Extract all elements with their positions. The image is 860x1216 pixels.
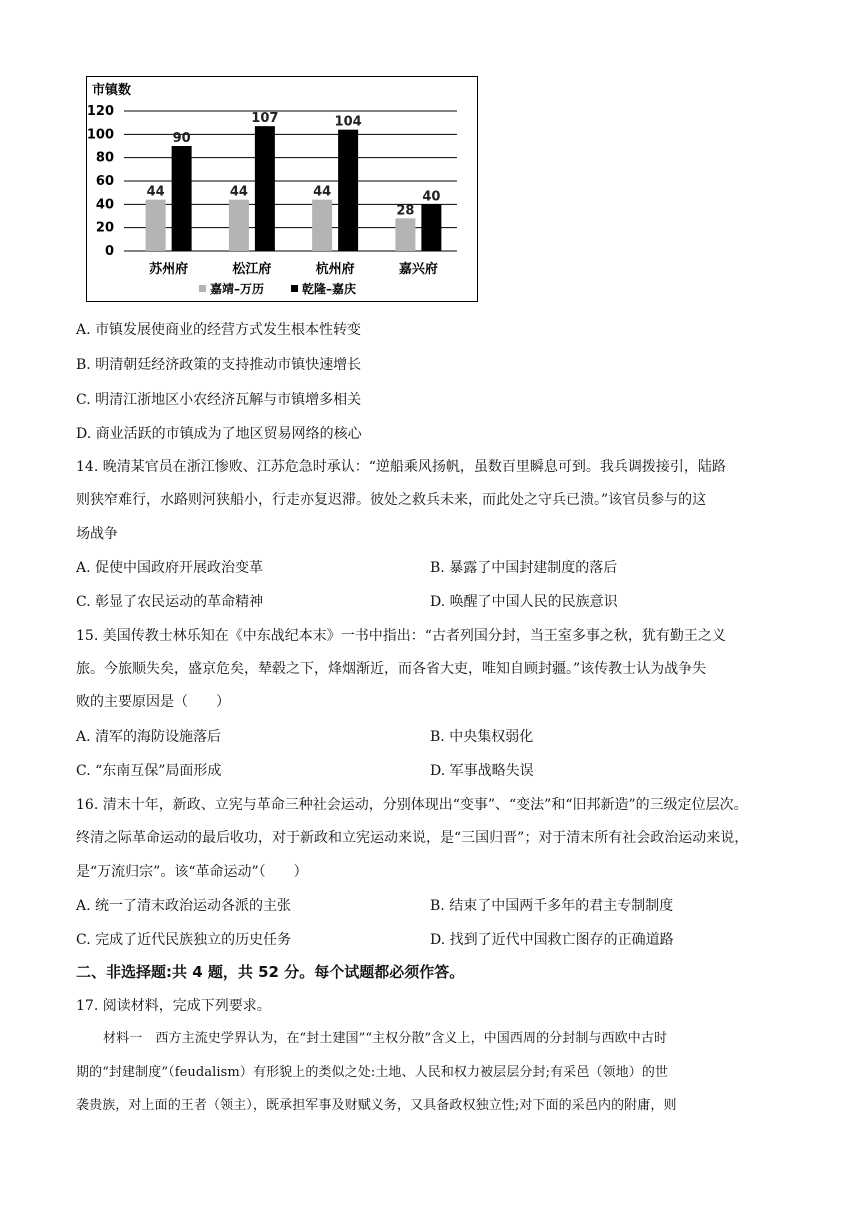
- bar-嘉兴府-嘉靖–万历: [395, 218, 415, 251]
- bar-杭州府-嘉靖–万历: [312, 200, 332, 251]
- y-tick-label-40: 40: [95, 197, 114, 213]
- y-tick-label-20: 20: [95, 220, 114, 236]
- x-tick-label-松江府: 松江府: [232, 262, 272, 277]
- x-tick-label-苏州府: 苏州府: [149, 262, 189, 277]
- q14-stem-line-3: 场战争: [76, 526, 118, 542]
- q16-option-a: A. 统一了清末政治运动各派的主张: [76, 898, 292, 914]
- q15-option-d: D. 军事战略失误: [430, 763, 534, 779]
- q16-stem-line-3: 是“万流归宗”。该“革命运动”（ ）: [76, 864, 308, 880]
- y-tick-label-80: 80: [95, 150, 114, 166]
- q14-option-c: C. 彰显了农民运动的革命精神: [76, 594, 264, 610]
- bar-松江府-乾隆–嘉庆: [255, 126, 275, 251]
- x-tick-label-杭州府: 杭州府: [315, 262, 355, 277]
- bar-松江府-嘉靖–万历: [229, 200, 249, 251]
- y-tick-label-0: 0: [104, 244, 114, 259]
- q13-option-a: A. 市镇发展使商业的经营方式发生根本性转变: [76, 322, 362, 338]
- q14-option-b: B. 暴露了中国封建制度的落后: [430, 560, 618, 576]
- data-label-松江府-嘉靖–万历: 44: [229, 184, 248, 200]
- q15-stem-line-1: 15. 美国传教士林乐知在《中东战纪本末》一书中指出：“古者列国分封，当王室多事之秋，犹有勤王之义: [76, 628, 726, 644]
- data-label-松江府-乾隆–嘉庆: 107: [251, 111, 279, 127]
- q14-stem-line-1: 14. 晚清某官员在浙江惨败、江苏危急时承认：“逆船乘风扬帆，虽数百里瞬息可到。我兵调拨接引，陆路: [76, 459, 726, 475]
- q16-option-c: C. 完成了近代民族独立的历史任务: [76, 932, 292, 948]
- q16-stem-line-1: 16. 清末十年，新政、立宪与革命三种社会运动，分别体现出“变事”、“变法”和“旧邦新造”的三级定位层次。: [76, 797, 748, 813]
- q14-stem-line-2: 则狭窄难行，水路则河狭船小，行走亦复迟滞。彼处之救兵未来，而此处之守兵已溃。”该官员参与的这: [76, 492, 707, 508]
- q15-stem-line-2: 旅。今旅顺失矣，盛京危矣，辇毂之下，烽烟渐近，而各省大吏，唯知自顾封疆。”该传教士认为战争失: [76, 661, 707, 677]
- bar-嘉兴府-乾隆–嘉庆: [421, 204, 441, 251]
- q15-option-c: C. “东南互保”局面形成: [76, 763, 222, 779]
- y-tick-label-60: 60: [95, 174, 114, 189]
- legend-swatch-嘉靖–万历: [199, 285, 206, 292]
- bar-杭州府-乾隆–嘉庆: [338, 130, 358, 251]
- q16-option-d: D. 找到了近代中国救亡图存的正确道路: [430, 932, 674, 948]
- x-tick-label-嘉兴府: 嘉兴府: [398, 262, 438, 277]
- data-label-嘉兴府-乾隆–嘉庆: 40: [422, 189, 441, 205]
- legend-label-乾隆–嘉庆: 乾隆–嘉庆: [302, 282, 357, 296]
- chart-canvas: [87, 77, 477, 301]
- bar-chart: [86, 76, 478, 302]
- y-axis-label: 市镇数: [92, 83, 132, 98]
- bar-苏州府-乾隆–嘉庆: [172, 146, 192, 251]
- q13-option-d: D. 商业活跃的市镇成为了地区贸易网络的核心: [76, 426, 362, 442]
- bar-苏州府-嘉靖–万历: [146, 200, 166, 251]
- q17-material-line-3: 袭贵族，对上面的王者（领主），既承担军事及财赋义务，又具备政权独立性;对下面的采邑内的附庸，则: [76, 1098, 677, 1113]
- data-label-苏州府-嘉靖–万历: 44: [146, 184, 165, 200]
- legend-label-嘉靖–万历: 嘉靖–万历: [210, 282, 265, 296]
- q15-option-b: B. 中央集权弱化: [430, 729, 534, 745]
- section-2-title: 二、非选择题:共 4 题，共 52 分。每个试题都必须作答。: [76, 963, 465, 981]
- q14-option-d: D. 唤醒了中国人民的民族意识: [430, 594, 618, 610]
- q15-stem-line-3: 败的主要原因是（ ）: [76, 694, 230, 710]
- q17-material-line-1: 材料一 西方主流史学界认为，在“封土建国”“主权分散”含义上，中国西周的分封制与西欧中古时: [103, 1031, 668, 1046]
- q14-option-a: A. 促使中国政府开展政治变革: [76, 560, 264, 576]
- y-tick-label-120: 120: [87, 104, 114, 119]
- data-label-嘉兴府-嘉靖–万历: 28: [396, 203, 415, 219]
- data-label-杭州府-乾隆–嘉庆: 104: [334, 114, 362, 130]
- q13-option-c: C. 明清江浙地区小农经济瓦解与市镇增多相关: [76, 392, 362, 408]
- data-label-杭州府-嘉靖–万历: 44: [313, 184, 332, 200]
- q13-option-b: B. 明清朝廷经济政策的支持推动市镇快速增长: [76, 357, 362, 373]
- q17-intro: 17. 阅读材料，完成下列要求。: [76, 998, 271, 1014]
- legend-swatch-乾隆–嘉庆: [291, 285, 298, 292]
- q16-stem-line-2: 终清之际革命运动的最后收功，对于新政和立宪运动来说，是“三国归晋”；对于清末所有社会政治运动来说，: [76, 830, 749, 846]
- q16-option-b: B. 结束了中国两千多年的君主专制制度: [430, 898, 674, 914]
- q17-material-line-2: 期的“封建制度”（feudalism）有形貌上的类似之处:土地、人民和权力被层层分封;有采邑（领地）的世: [76, 1065, 669, 1080]
- data-label-苏州府-乾隆–嘉庆: 90: [172, 131, 191, 146]
- q15-option-a: A. 清军的海防设施落后: [76, 729, 222, 745]
- y-tick-label-100: 100: [87, 127, 114, 143]
